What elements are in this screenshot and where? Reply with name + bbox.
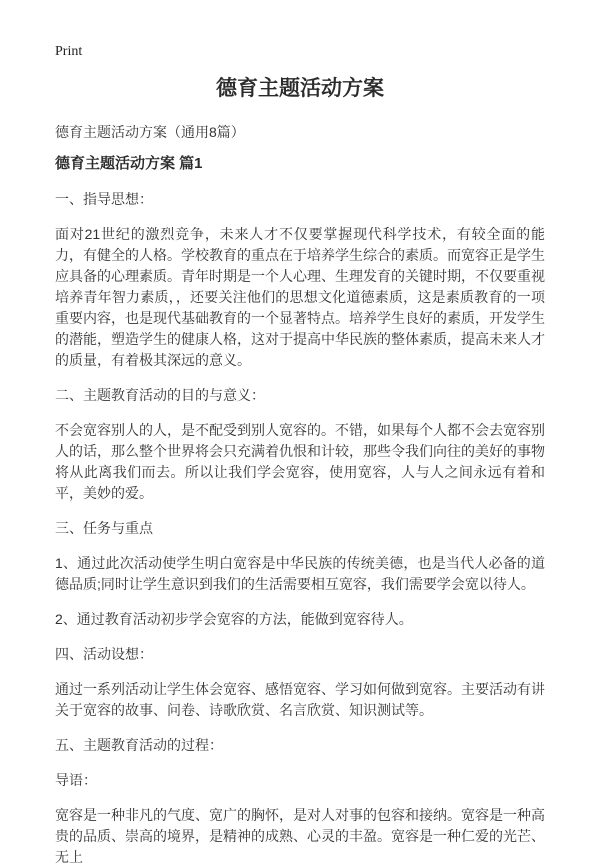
paragraph-task-1: 1、通过此次活动使学生明白宽容是中华民族的传统美德，也是当代人必备的道德品质;同时让学生意识到我们的生活需要相互宽容，我们需要学会宽以待人。 [55,555,545,592]
paragraph-guiding-ideology: 面对21世纪的激烈竞争，未来人才不仅要掌握现代科学技术，有较全面的能力，有健全的人格。学校教育的重点在于培养学生综合的素质。而宽容正是学生应具备的心理素质。青年时期是一个人心理、生理发育的关键时期，不仅要重视培养青年智力素质，，还要关注他们的思想文化道德素质，这是素质教育的一项重要内容，也是现代基础教育的一个显著特点。培养学生良好的素质，开发学生的潜能，塑造学生的健康人格，这对于提高中华民族的整体素质，提高未来人才的质量，有着极其深远的意义。 [55,226,545,368]
section-heading-3: 三、任务与重点 [55,520,153,536]
section-heading-5: 五、主题教育活动的过程： [55,737,223,753]
section-heading-4: 四、活动设想： [55,646,153,662]
section-heading-2: 二、主题教育活动的目的与意义： [55,387,265,403]
paragraph-purpose-meaning: 不会宽容别人的人，是不配受到别人宽容的。不错，如果每个人都不会去宽容别人的话，那么整个世界将会只充满着仇恨和计较，那些令我们向往的美好的事物将从此离我们而去。所以让我们学会宽容，使用宽容，人与人之间永远有着和平，美妙的爱。 [55,422,545,501]
paragraph-activity-idea: 通过一系列活动让学生体会宽容、感悟宽容、学习如何做到宽容。主要活动有讲关于宽容的故事、问卷、诗歌欣赏、名言欣赏、知识测试等。 [55,681,545,718]
section-heading-1: 一、指导思想： [55,191,153,207]
print-button[interactable]: Print [55,44,83,59]
paragraph-lead-in-label: 导语： [55,772,97,788]
document-subtitle: 德育主题活动方案（通用8篇） [55,124,245,140]
paragraph-task-2: 2、通过教育活动初步学会宽容的方法，能做到宽容待人。 [55,611,413,627]
chapter-title: 德育主题活动方案 篇1 [55,155,203,172]
document-title: 德育主题活动方案 [216,77,384,100]
paragraph-lead-in-text: 宽容是一种非凡的气度、宽广的胸怀，是对人对事的包容和接纳。宽容是一种高贵的品质、崇高的境界，是精神的成熟、心灵的丰盈。宽容是一种仁爱的光芒、无上 [55,807,545,865]
